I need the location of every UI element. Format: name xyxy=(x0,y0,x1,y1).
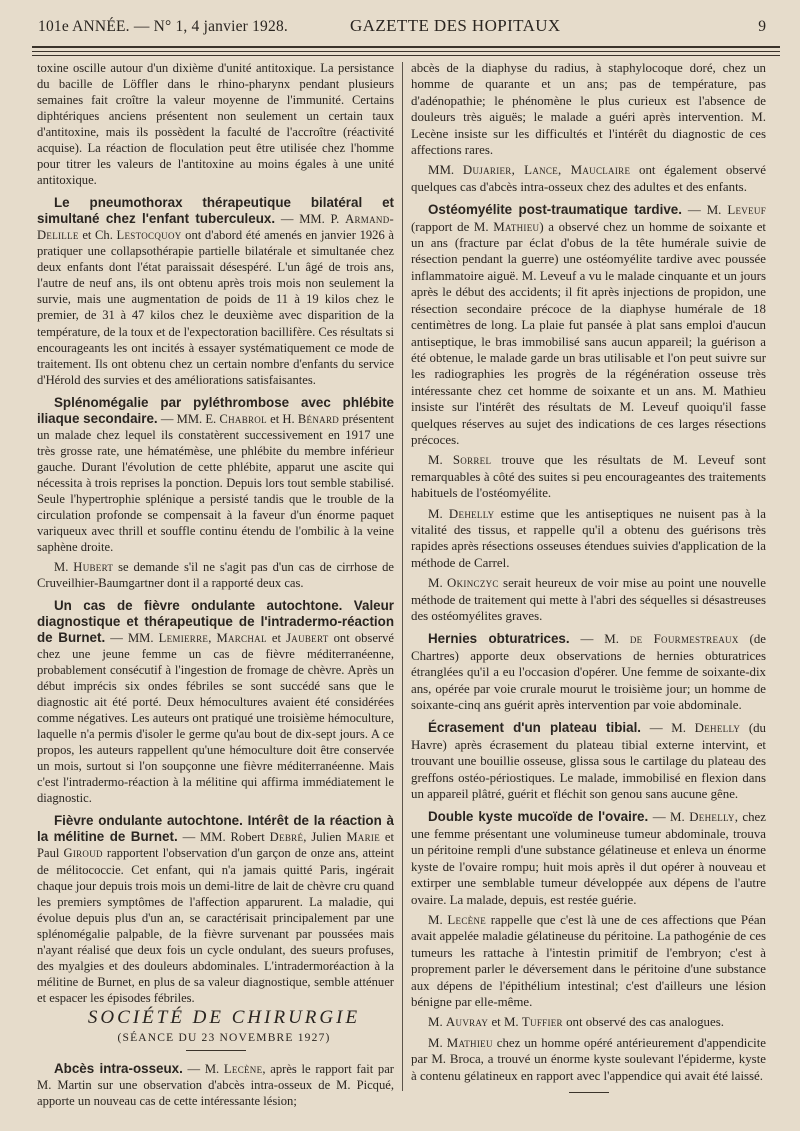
issue-info: 101e ANNÉE. — N° 1, 4 janvier 1928. xyxy=(38,18,288,35)
paragraph: abcès de la diaphyse du radius, à staphylocoque doré, chez un homme de quarante et un ans; pas de température, pas d'adénopathie; le phénomène le plus curieux est l'absence de douleurs très aiguës; le malade a guéri après intervention. M. Lecène insiste sur les difficultés et l'intérêt du diagnostic de ces affections rares. xyxy=(411,61,766,158)
author-name: Lestocquoy xyxy=(116,228,182,243)
article-heading: Hernies obturatrices. xyxy=(428,631,570,647)
paragraph: M. Sorrel trouve que les résultats de M. Leveuf sont remarquables à côté des suites si peu encourageantes des traitements habituels de l'ostéomyélite. xyxy=(411,453,766,501)
article-heading: Écrasement d'un plateau tibial. xyxy=(428,720,642,736)
paragraph: MM. Dujarier, Lance, Mauclaire ont également observé quelques cas d'abcès intra-osseux chez des adultes et des enfants. xyxy=(411,163,766,194)
author-name: Okinczyc xyxy=(447,576,499,591)
author-name: Mathieu xyxy=(493,219,540,234)
author-name: Dehelly xyxy=(448,506,495,521)
section-rule xyxy=(186,1050,246,1051)
article-heading: Splénomégalie par pyléthrombose avec phlébite iliaque secondaire. xyxy=(37,394,394,426)
author-name: Marie xyxy=(346,830,381,845)
author-name: de Fourmestreaux xyxy=(629,632,739,647)
article-heading: Double kyste mucoïde de l'ovaire. xyxy=(428,809,649,825)
author-name: Mathieu xyxy=(446,1035,493,1050)
article-splenomegalie: Splénomégalie par pyléthrombose avec phlébite iliaque secondaire. — MM. E. Chabrol et H. Bénard présentent un malade chez lequel ils constatèrent successivement en 1917 une très grosse rate, une hématémèse, une phlébite du membre inférieur gauche. Durant l'évolution de cette phlébite, apparut une ascite qui nécessita à trois reprises la ponction. Depuis lors tout semble stabilisé. Seule l'hypertrophie splénique a persisté tandis que le trouble de la circulation profonde se compensait à la faveur d'un énorme paquet variqueux avec thrill et souffle continu étendu de l'ombilic à la veine saphène droite. xyxy=(37,394,395,554)
author-name: Dehelly xyxy=(694,721,741,736)
author-name: Bénard xyxy=(297,411,340,426)
page-header xyxy=(38,16,772,40)
author-name: Lecène xyxy=(447,912,487,927)
article-heading: Le pneumothorax thérapeutique bilatéral et simultané chez l'enfant tuberculeux. xyxy=(37,195,394,227)
article-melitine: Fièvre ondulante autochtone. Intérêt de la réaction à la mélitine de Burnet. — MM. Robert Debré, Julien Marie et Paul Giroud rapportent l'observation d'un garçon de onze ans, atteint de mélitococcie. Cet enfant, qui n'a jamais quitté Paris, ingérait chaque jour depuis trois mois un demi-litre de lait de chèvre cru quand les premiers symptômes de l'affection apparurent. La maladie, qui évolue depuis plus d'un an, se caractérisait principalement par une splénomégalie palpable, de la fièvre survenant par poussées mais n'ayant réalisé que deux fois un cycle ondulant, des sueurs profuses, des myalgies et des douleurs abdominales. L'intradermoréaction à la mélitine de Burnet, en plus de sa valeur diagnostique, semble atténuer et espacer les épisodes fébriles. xyxy=(37,813,394,1005)
author-name: Sorrel xyxy=(452,453,492,468)
article-plateau-tibial: Écrasement d'un plateau tibial. — M. Dehelly (du Havre) après écrasement du plateau tibial externe intervint, et trouvant une bouillie osseuse, glissa sous le cartilage du plateau des greffons ostéo-périostiques. Le malade, immobilisé en flexion dans un appareil plâtré, guérit et fléchit son genou sans aucune gêne. xyxy=(411,720,767,802)
author-name: Auvray xyxy=(445,1015,489,1030)
author-name: Dujarier, Lance, Mauclaire xyxy=(462,163,631,178)
journal-title: GAZETTE DES HOPITAUX xyxy=(350,16,561,35)
header-rule xyxy=(32,51,780,52)
article-heading: Ostéomyélite post-traumatique tardive. xyxy=(428,202,682,218)
article-hernies: Hernies obturatrices. — M. de Fourmestreaux (de Chartres) apporte deux observations de hernies obturatrices étranglées qu'il a eu l'occasion d'opérer. Une femme de soixante-dix ans, opérée par voie crurale mourut le troisième jour; un homme de soixante-cinq ans guérit après intervention par voie abdominale. xyxy=(411,631,766,713)
author-name: Tuffier xyxy=(521,1015,563,1030)
author-name: Lecène xyxy=(223,1061,263,1076)
author-name: Lemierre xyxy=(158,631,209,646)
article-heading: Un cas de fièvre ondulante autochtone. Valeur diagnostique et thérapeutique de l'intradermo-réaction de Burnet. xyxy=(37,598,394,646)
author-name: Giroud xyxy=(63,846,103,861)
left-column xyxy=(37,60,394,1113)
paragraph: M. Auvray et M. Tuffier ont observé des cas analogues. xyxy=(428,1015,724,1030)
author-name: Dehelly xyxy=(689,810,735,825)
author-name: Jaubert xyxy=(286,631,329,646)
author-name: Leveuf xyxy=(727,203,767,218)
paragraph: toxine oscille autour d'un dixième d'unité antitoxique. La persistance du bacille de Löffler dans le rhino-pharynx pendant plusieurs semaines fait croître la valeur moyenne de l'immunité. Certains diphtériques anciens présentent non seulement un certain taux d'antitoxine, mais ils possèdent la faculté de l'accroître (réactivité acquise). La réaction de floculation peut être utilisée chez l'homme pour titrer les valeurs de l'antitoxine au moins égales à une unité antitoxique. xyxy=(37,61,394,188)
paragraph: M. Dehelly estime que les antiseptiques ne nuisent pas à la vitalité des tissus, et rappelle qu'il a obtenu des guérisons très rapides après résections osseuses étendues suivies d'application de la méthode de Carrel. xyxy=(411,506,766,570)
society-title: SOCIÉTÉ DE CHIRURGIE xyxy=(87,1006,361,1028)
end-rule xyxy=(569,1092,609,1093)
author-name: Armand-Delille xyxy=(37,212,394,243)
paragraph: M. Lecène rappelle que c'est là une de ces affections que Péan avait appelée maladie gélatineuse du péritoine. La pathogénie de ces tumeurs les rattache à l'intestin primitif de l'embryon; c'est à proprement parler le déversement dans le péritoine d'une substance aux dépens de l'épithélium intestinal; c'est d'ailleurs une lésion bénigne par elle-même. xyxy=(411,912,766,1009)
header-rule xyxy=(32,55,780,56)
author-name: Marchal xyxy=(216,631,267,646)
author-name: Debré xyxy=(269,830,304,845)
article-fievre-ondulante: Un cas de fièvre ondulante autochtone. Valeur diagnostique et thérapeutique de l'intradermo-réaction de Burnet. — MM. Lemierre, Marchal et Jaubert ont observé chez une jeune femme un cas de fièvre méditerranéenne, probablement consécutif à l'ingestion de fromage de chèvre. Après un début imprécis six ondes fébriles se sont succédé sans que le diagnostic ait été porté. Deux hémocultures avaient été considérées comme négatives. Les auteurs ont pratiqué une troisième hémoculture, laquelle n'a permis d'isoler le germe qu'au bout de dix-sept jours. A ce propos, les auteurs rappellent qu'une hémoculture doit être conservée un mois, surtout si l'on soupçonne une fièvre méditerranéenne. Mais c'est l'intradermo-réaction à la mélitine qui affirma immédiatement le diagnostic. xyxy=(37,598,394,806)
article-osteomyelite: Ostéomyélite post-traumatique tardive. — M. Leveuf (rapport de M. Mathieu) a observé chez un homme de soixante et un ans (fracture par éclat d'obus de la tête humérale suivie de résection pendant la guerre) une ostéomyélite tardive avec poussée inflammatoire aiguë. M. Leveuf a vu le malade cinquante et un jours après le début des accidents; il fit après injections de propidon, une résection secondaire précoce de la diaphyse humérale de 18 centimètres de long. La plaie fut pansée à plat sans emploi d'aucun antiseptique, le bras immobilisé sans aucun appareil; la guérison a été obtenue, le malade garde un bras utilisable et l'on peut suivre sur les radiographies les progrès de la régénération osseuse très intéressante chez cet homme de soixante et un ans. M. Mathieu insiste sur l'intérêt des résultats de M. Leveuf quoiqu'il fasse quelques réserves au sujet des indications de ces larges résections précoces. xyxy=(411,202,767,447)
paragraph: M. Hubert se demande s'il ne s'agit pas d'un cas de cirrhose de Cruveilhier-Baumgartner dont il a rapporté deux cas. xyxy=(37,559,394,590)
article-heading: Abcès intra-osseux. xyxy=(54,1060,183,1076)
article-kyste-ovaire: Double kyste mucoïde de l'ovaire. — M. Dehelly, chez une femme présentant une volumineuse tumeur abdominale, trouva un péritoine rempli d'une substance gélatineuse et enleva un énorme kyste de l'ovaire rompu; huit mois après il dut opérer à nouveau et extirper une semblable tumeur développée aux dépens de l'autre ovaire. La malade, depuis, est restée guérie. xyxy=(411,809,766,907)
page-number: 9 xyxy=(758,18,766,35)
right-column xyxy=(411,60,766,1093)
paragraph: M. Okinczyc serait heureux de voir mise au point une nouvelle méthode de traitement qui mette à l'abri des séquelles si désastreuses des ostéomyélites graves. xyxy=(411,576,766,623)
author-name: Chabrol xyxy=(219,411,267,426)
society-subtitle: (SÉANCE DU 23 NOVEMBRE 1927) xyxy=(117,1031,331,1044)
article-abces: Abcès intra-osseux. — M. Lecène, après le rapport fait par M. Martin sur une observation d'abcès intra-osseux de M. Picqué, apporte un nouveau cas de cette intéressante lésion; xyxy=(37,1060,394,1108)
column-divider xyxy=(402,62,403,1091)
author-name: Hubert xyxy=(73,559,114,574)
header-rule xyxy=(32,46,780,48)
paragraph: M. Mathieu chez un homme opéré antérieurement d'appendicite par M. Broca, a trouvé un énorme kyste soulevant l'épiderme, kyste à contenu gélatineux en rapport avec l'appendice qui avait été laissé. xyxy=(411,1035,766,1083)
article-pneumothorax: Le pneumothorax thérapeutique bilatéral et simultané chez l'enfant tuberculeux. — MM. P. Armand-Delille et Ch. Lestocquoy ont d'abord été amenés en janvier 1926 à pratiquer une collapsothérapie partielle bilatérale et simultanée chez deux enfants dont l'état paraissait désespéré. L'un âgé de trois ans, l'autre de neuf ans, ils ont obtenu après trois mois non seulement la survie, mais une augmentation de poids de 11 à 19 kilos chez le premier, de 31 à 47 kilos chez le deuxième avec disparition de la température, de la toux et de l'expectoration bacillifère. Ces résultats si encourageants les ont incités à essayer systématiquement ce mode de traitement. Ils ont obtenu chez un certain nombre d'enfants du service d'Hérold des survies et des améliorations satisfaisantes. xyxy=(37,195,394,387)
article-heading: Fièvre ondulante autochtone. Intérêt de la réaction à la mélitine de Burnet. xyxy=(37,813,394,845)
